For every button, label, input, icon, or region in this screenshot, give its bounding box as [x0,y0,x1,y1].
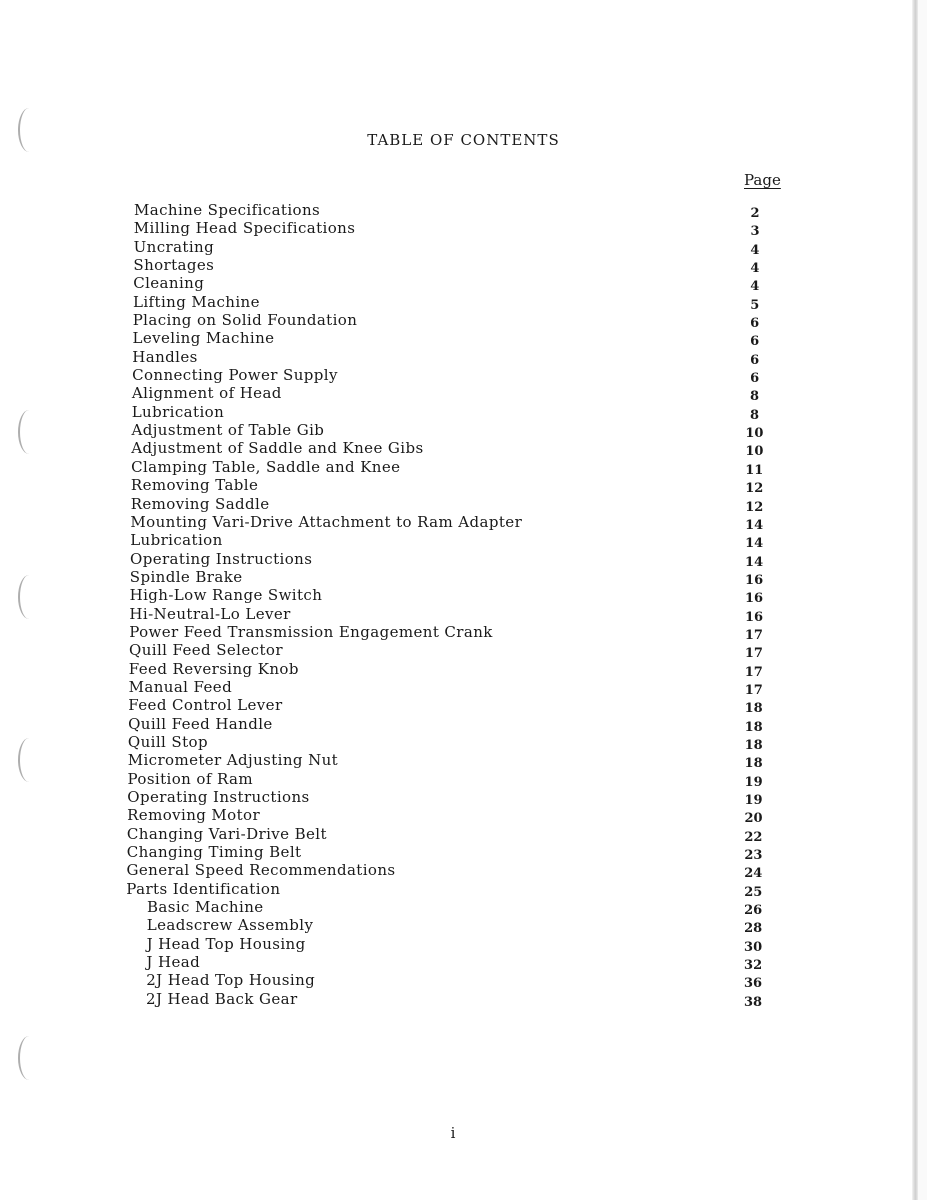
toc-entry [0,953,927,974]
toc-entry-page: 14 [745,517,764,533]
toc-entry-title: High-Low Range Switch [129,586,323,605]
toc-entry [0,550,927,568]
toc-entry-page: 25 [744,884,763,900]
toc-entry-page: 18 [744,701,763,717]
toc-entry [0,843,927,864]
toc-entry-page: 17 [744,627,763,643]
toc-entry-page: 18 [744,737,763,753]
toc-entry-title: Uncrating [133,237,215,256]
toc-entry-page: 14 [745,554,764,570]
toc-entry-page: 16 [744,591,764,607]
toc-entry [0,861,927,882]
toc-entry-page: 10 [745,444,764,460]
toc-entry-page: 10 [745,426,764,442]
toc-entry-page: 2 [750,206,760,221]
toc-entry [0,788,927,806]
footer-page-number: i [450,1124,456,1142]
toc-entry-title: Clamping Table, Saddle and Knee [131,457,401,476]
toc-entry-page: 6 [750,352,760,368]
toc-entry-title: Quill Feed Selector [129,641,283,660]
toc-entry [0,696,927,717]
toc-entry-page: 6 [750,334,760,350]
toc-entry [0,898,927,919]
toc-entry [0,458,927,476]
toc-entry-title: 2J Head Back Gear [146,989,298,1008]
toc-entry-page: 4 [750,279,760,295]
toc-entry [0,568,927,586]
toc-entry-page: 19 [744,793,763,808]
toc-entry [0,421,927,442]
toc-entry [0,586,927,607]
toc-entry [0,348,927,366]
toc-entry [0,733,927,751]
toc-entry-title: Adjustment of Saddle and Knee Gibs [131,439,424,458]
toc-entry-page: 23 [744,848,763,864]
toc-entry-page: 19 [744,774,763,790]
toc-entry-page: 5 [750,297,760,313]
toc-entry-title: Feed Control Lever [128,696,283,715]
toc-entry [0,274,927,295]
toc-entry [0,531,927,552]
toc-entry-page: 22 [744,829,763,845]
toc-entry-page: 11 [745,462,764,478]
punch-hole-mark [18,1036,40,1080]
toc-entry-page: 3 [750,224,760,240]
toc-entry [0,201,927,219]
toc-entry [0,641,927,662]
toc-entry-title: Lubrication [130,531,223,550]
toc-entry-title: Changing Timing Belt [126,843,302,862]
toc-entry-title: Handles [132,347,198,366]
toc-entry [0,678,927,696]
toc-entry-title: Alignment of Head [131,384,282,403]
toc-entry [0,219,927,240]
toc-entry-title: Feed Reversing Knob [128,659,299,678]
toc-entry [0,623,927,641]
toc-entry [0,751,927,772]
toc-entry-title: J Head Top Housing [146,934,306,953]
toc-entry-page: 8 [749,407,760,423]
toc-entry-page: 36 [743,976,763,992]
toc-entry-title: Changing Vari-Drive Belt [126,824,327,843]
toc-entry-page: 32 [744,958,763,974]
toc-entry [0,825,927,843]
toc-entry-title: Connecting Power Supply [132,366,338,385]
toc-entry-page: 38 [743,994,763,1010]
toc-entry-page: 4 [750,261,760,277]
toc-entry-page: 12 [745,481,764,497]
toc-entry-page: 17 [744,646,763,662]
toc-entry-title: Parts Identification [126,879,281,898]
toc-entry [0,384,927,405]
toc-entry [0,715,927,733]
toc-entry-title: General Speed Recommendations [126,861,396,880]
toc-entry-title: Power Feed Transmission Engagement Crank [129,622,493,641]
toc-entry-title: Adjustment of Table Gib [131,421,325,440]
toc-entry [0,770,927,788]
toc-entry-title: Position of Ram [127,769,253,788]
toc-entry-title: Spindle Brake [129,567,243,586]
toc-entry [0,935,927,953]
toc-entry [0,990,927,1008]
toc-entry [0,971,927,992]
toc-entry [0,439,927,460]
toc-entry-page: 4 [750,242,760,258]
toc-entry-page: 6 [750,371,760,387]
toc-entry [0,605,927,623]
toc-entry-page: 18 [744,756,763,772]
toc-entry-page: 30 [744,939,763,955]
toc-entry-title: J Head [146,953,201,972]
toc-entry-title: 2J Head Top Housing [146,971,316,990]
toc-entry-page: 16 [744,609,764,625]
toc-entry-title: Leadscrew Assembly [146,916,314,935]
toc-entry-page: 26 [744,903,763,919]
toc-entry [0,329,927,350]
toc-entry-page: 18 [744,719,763,735]
toc-entry-title: Micrometer Adjusting Nut [127,751,339,770]
toc-entry [0,476,927,497]
toc-entry-title: Lifting Machine [133,292,260,311]
toc-entry-page: 8 [749,389,760,405]
toc-entry-title: Shortages [133,256,215,275]
toc-entry-title: Removing Table [130,476,259,495]
document-title: TABLE OF CONTENTS [367,131,560,149]
toc-entry [0,256,927,277]
toc-entry [0,880,927,898]
toc-entry-title: Leveling Machine [132,329,275,348]
toc-entry-title: Mounting Vari-Drive Attachment to Ram Adapter [130,512,523,531]
toc-entry [0,366,927,387]
toc-entry-title: Quill Feed Handle [128,714,273,733]
toc-entry-title: Milling Head Specifications [133,219,356,238]
toc-entry-page: 6 [750,316,760,332]
toc-entry [0,238,927,256]
toc-entry [0,806,927,827]
toc-entry-title: Placing on Solid Foundation [132,311,358,330]
toc-entry-title: Operating Instructions [127,788,310,806]
toc-entry-title: Hi-Neutral-Lo Lever [129,604,291,623]
toc-entry-title: Operating Instructions [130,549,313,568]
toc-entry-page: 17 [744,682,763,698]
toc-entry-title: Machine Specifications [134,201,321,219]
toc-entry [0,293,927,311]
table-of-contents [0,201,927,1008]
toc-entry-page: 24 [744,866,763,882]
toc-entry-page: 20 [744,811,763,827]
toc-entry-title: Manual Feed [128,677,233,696]
toc-entry-title: Removing Motor [127,806,261,825]
toc-entry [0,513,927,531]
toc-entry-page: 14 [745,536,764,552]
toc-entry-title: Basic Machine [147,898,264,917]
toc-entry-title: Lubrication [131,402,225,421]
toc-entry [0,403,927,421]
toc-entry-title: Quill Stop [127,732,208,751]
toc-entry [0,311,927,332]
toc-entry [0,495,927,513]
toc-entry-title: Removing Saddle [130,494,270,513]
toc-entry [0,916,927,937]
toc-entry [0,660,927,678]
toc-entry-page: 17 [744,664,763,680]
toc-entry-title: Cleaning [133,274,205,293]
toc-entry-page: 28 [744,921,763,937]
toc-entry-page: 12 [745,499,764,515]
page-column-header: Page [744,171,781,189]
toc-entry-page: 16 [745,572,764,588]
